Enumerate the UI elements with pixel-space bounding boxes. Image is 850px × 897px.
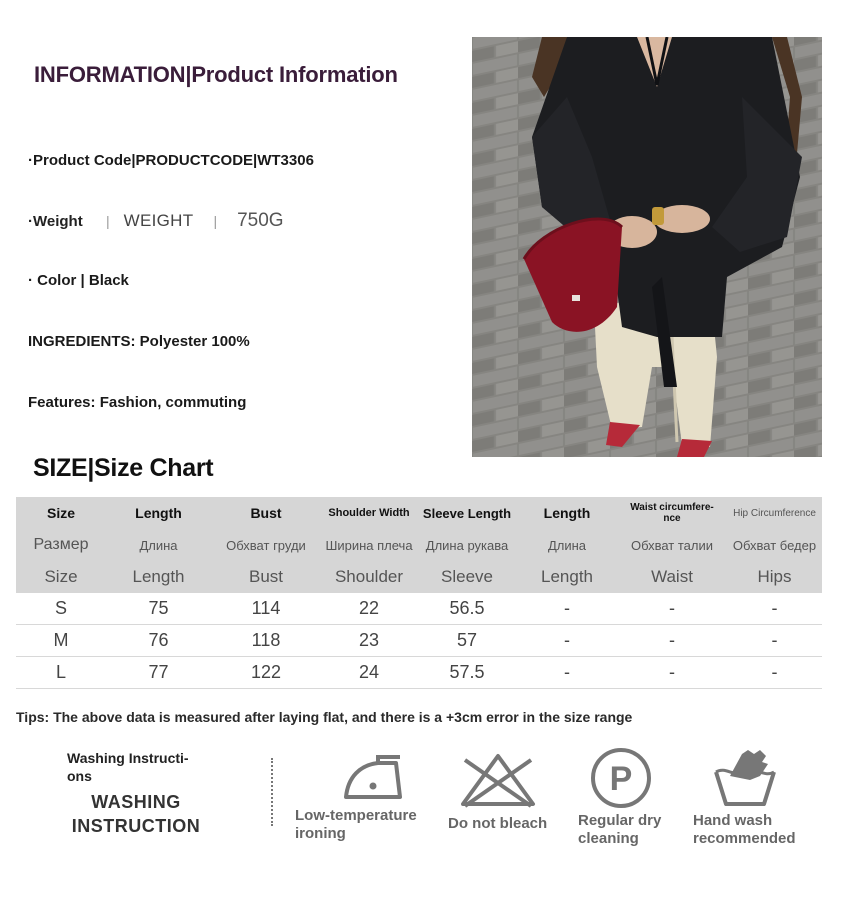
care-label: Regular dry cleaning <box>578 812 662 847</box>
table-cell: - <box>727 625 822 657</box>
color-line: · Color | Black <box>28 272 129 289</box>
table-header-cell: Длина <box>517 529 617 561</box>
care-label: Do not bleach <box>448 815 548 832</box>
table-header-row-ru <box>16 529 822 561</box>
table-cell: 24 <box>321 657 417 689</box>
table-header-cell: Длина <box>106 529 211 561</box>
table-header-cell: Sleeve Length <box>417 497 517 529</box>
table-cell: 114 <box>211 593 321 625</box>
ingredients-line: INGREDIENTS: Polyester 100% <box>28 333 250 350</box>
table-cell: - <box>617 657 727 689</box>
weight-en-label: WEIGHT <box>123 211 194 230</box>
size-chart-title: SIZE|Size Chart <box>33 454 214 482</box>
weight-row <box>28 210 284 232</box>
table-header-cell: Обхват бедер <box>727 529 822 561</box>
size-table <box>16 497 822 689</box>
dry-clean-p-icon <box>589 746 653 810</box>
table-cell: - <box>517 625 617 657</box>
table-header-cell: Hips <box>727 561 822 593</box>
table-cell: S <box>16 593 106 625</box>
table-header-cell: Bust <box>211 561 321 593</box>
table-cell: 23 <box>321 625 417 657</box>
table-cell: - <box>727 657 822 689</box>
table-cell: - <box>617 625 727 657</box>
table-header-cell: Length <box>517 561 617 593</box>
table-header-cell: Waist circumfere-nce <box>617 497 727 529</box>
table-cell: 77 <box>106 657 211 689</box>
weight-separator: | <box>213 213 218 229</box>
features-line: Features: Fashion, commuting <box>28 394 247 411</box>
table-header-cell: Размер <box>16 529 106 561</box>
info-title: INFORMATION|Product Information <box>34 62 398 87</box>
table-header-cell: Waist <box>617 561 727 593</box>
iron-icon <box>338 753 406 805</box>
model-illustration <box>472 37 822 457</box>
table-header-cell: Bust <box>211 497 321 529</box>
table-cell: M <box>16 625 106 657</box>
table-cell: 22 <box>321 593 417 625</box>
svg-text:P: P <box>609 760 633 798</box>
table-row <box>16 625 822 657</box>
table-header-cell: Hip Circumference <box>727 497 822 529</box>
table-header-cell: Length <box>106 561 211 593</box>
table-header-cell: Length <box>517 497 617 529</box>
care-label: Low-temperature ironing <box>295 807 417 842</box>
table-cell: 56.5 <box>417 593 517 625</box>
divider <box>271 758 273 826</box>
table-row <box>16 593 822 625</box>
table-cell: 118 <box>211 625 321 657</box>
care-label: Hand wash recommended <box>693 812 796 847</box>
table-header-cell: Size <box>16 561 106 593</box>
table-cell: - <box>517 657 617 689</box>
washing-title-small: Washing Instructi-ons <box>67 750 189 784</box>
weight-value: 750G <box>237 210 284 231</box>
table-cell: 122 <box>211 657 321 689</box>
table-cell: - <box>617 593 727 625</box>
table-cell: L <box>16 657 106 689</box>
table-header-cell: Sleeve <box>417 561 517 593</box>
table-header-cell: Length <box>106 497 211 529</box>
washing-title: WASHING INSTRUCTION <box>71 792 201 836</box>
measurement-tips: Tips: The above data is measured after laying flat, and there is a +3cm error in the size range <box>16 709 633 725</box>
table-cell: 75 <box>106 593 211 625</box>
product-code: ·Product Code|PRODUCTCODE|WT3306 <box>28 152 314 169</box>
table-cell: 57.5 <box>417 657 517 689</box>
table-header-row-short <box>16 561 822 593</box>
table-header-cell: Длина рукава <box>417 529 517 561</box>
table-header-cell: Обхват груди <box>211 529 321 561</box>
table-row <box>16 657 822 689</box>
table-cell: - <box>517 593 617 625</box>
product-photo <box>472 37 822 457</box>
table-header-cell: Обхват талии <box>617 529 727 561</box>
table-cell: 57 <box>417 625 517 657</box>
table-header-cell: Ширина плеча <box>321 529 417 561</box>
weight-separator: | <box>106 213 110 229</box>
table-cell: 76 <box>106 625 211 657</box>
hand-wash-icon <box>712 746 778 808</box>
table-cell: - <box>727 593 822 625</box>
no-bleach-icon <box>459 752 537 808</box>
weight-label: ·Weight <box>28 212 83 230</box>
table-header-cell: Shoulder <box>321 561 417 593</box>
table-header-row <box>16 497 822 529</box>
table-header-cell: Size <box>16 497 106 529</box>
table-header-cell: Shoulder Width <box>321 497 417 529</box>
